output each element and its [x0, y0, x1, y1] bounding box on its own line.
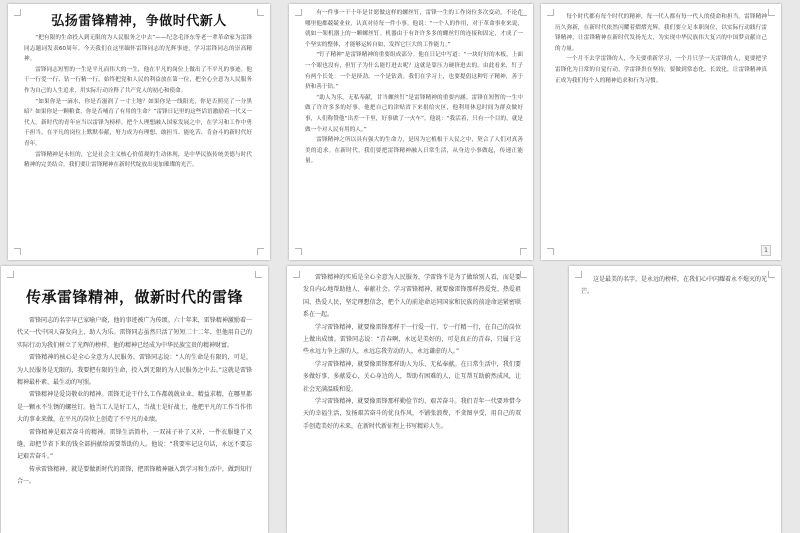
paragraph: 传承雷锋精神，就是要做新时代的雷锋，把雷锋精神融入到学习和生活中，做到知行合一。 — [17, 465, 252, 486]
paragraph: “钉子精神”是雷锋精神的重要组成部分。他在日记中写道：“一块好好的木板，上面一个眼也没有，但钉子为什么能钉进去呢？这就是靠压力硬挤进去的。由此看来，钉子有两个长处：一个是挤劲，一个是钻劲。我们在学习上，也要提倡这种钉子精神，善于挤和善于钻。” — [305, 52, 523, 91]
corner-mark — [520, 9, 527, 16]
paragraph: 雷锋精神的核心是全心全意为人民服务。雷锋同志说：“人的生命是有限的，可是，为人民服务是无限的，我要把有限的生命，投入到无限的为人民服务之中去。”这就是雷锋精神最朴素、最生动的写照。 — [17, 354, 252, 387]
page-body — [287, 272, 533, 433]
corner-mark — [14, 9, 21, 16]
paragraph: 雷锋精神是永恒的，它是社会主义核心价值观的生动体现，是中华民族传统美德与时代精神的完美结合。我们要让雷锋精神在新时代绽放出更加璀璨的光芒。 — [24, 151, 252, 169]
page-body — [289, 8, 533, 167]
corner-mark — [547, 9, 554, 16]
corner-mark — [768, 9, 775, 16]
paragraph: “如果你是一滴水，你是否滋润了一寸土地？如果你是一线阳光，你是否照亮了一分黑暗？如果你是一颗粮食，你是否哺育了有用的生命？”雷锋日记里的这些话语激励着一代又一代人。新时代的青年应当以雷锋为榜样，把个人理想融入国家发展之中，在学习和工作中勇于担当，在平凡的岗位上默默奉献，努力成为有理想、敢担当、能吃苦、肯奋斗的新时代好青年。 — [24, 98, 252, 147]
page-title: 弘扬雷锋精神，争做时代新人 — [51, 14, 227, 29]
paragraph: 雷锋同志的名字早已家喻户晓，他的事迹被广为传颂。六十年来，雷锋精神激励着一代又一代中国人奋发向上、助人为乐。雷锋同志虽然只活了短短二十二年，但他用自己的实际行动为我们树立了光辉的榜样，他的精神已经成为中华民族宝贵的精神财富。 — [17, 317, 252, 349]
paragraph: 学习雷锋精神，就要像雷锋那样助人为乐、无私奉献。在日常生活中，我们要多做好事、多献爱心，关心身边的人，帮助有困难的人，让互帮互助蔚然成风，让社会充满温暖和爱。 — [303, 360, 521, 393]
paragraph: 雷锋精神之所以具有强大的生命力，是因为它植根于人民之中，契合了人们对真善美的追求。在新时代，我们要把雷锋精神融入日常生活，从身边小事做起，传递正能量。 — [305, 137, 523, 165]
page-body — [8, 33, 270, 171]
paragraph: 这是最美的名字，是永远的榜样，在我们心中闪耀着永不熄灭的光芒。 — [581, 276, 768, 296]
document-page-2 — [289, 4, 533, 260]
corner-mark — [257, 248, 264, 255]
document-page-3 — [541, 4, 781, 260]
corner-mark — [295, 248, 302, 255]
corner-mark — [520, 271, 527, 278]
page-body — [569, 274, 781, 299]
corner-mark — [255, 271, 262, 278]
corner-mark — [768, 271, 775, 278]
paragraph: 每个时代都有每个时代的精神，每一代人都有每一代人的使命和担当。雷锋精神历久弥新，在新时代依然闪耀着熠熠光辉。我们要立足本职岗位，以实际行动践行雷锋精神，让雷锋精神在新时代发扬光大，为实现中华民族伟大复兴的中国梦贡献自己的力量。 — [555, 14, 767, 52]
page-title: 传承雷锋精神，做新时代的雷锋 — [25, 288, 243, 306]
document-page-5 — [287, 266, 533, 533]
corner-mark — [293, 271, 300, 278]
paragraph: 学习雷锋精神，就要像雷锋那样干一行爱一行、专一行精一行，在自己的岗位上做出成绩。雷锋同志说：“青春啊，永远是美好的，可是真正的青春，只属于这些永远力争上游的人，永远忘我劳动的人，永远谦虚的人。” — [303, 323, 521, 356]
page-body — [541, 12, 781, 86]
corner-mark — [14, 248, 21, 255]
document-page-1 — [8, 4, 270, 260]
document-page-4 — [1, 266, 268, 533]
corner-mark — [575, 271, 582, 278]
paragraph: 有一件事一干十年是甘愿做这样的螺丝钉，雷锋一生的工作岗位多次变动，不论在哪里他都兢兢业业，认真对待每一件小事。他说：“一个人的作用，对于革命事业来说，就如一架机器上的一颗螺丝钉。机器由于有许许多多的螺丝钉的连接和固定，才成了一个坚实的整体，才能够运转自如，发挥它巨大的工作能力。” — [305, 10, 523, 48]
paragraph: 雷锋精神的实质是全心全意为人民服务，学雷锋不是为了做给别人看，而是要发自内心地帮助他人、奉献社会。学习雷锋精神，就要像雷锋那样热爱党、热爱祖国、热爱人民，坚定理想信念，把个人的前途命运同国家和民族的前途命运紧密联系在一起。 — [303, 274, 521, 319]
paragraph: 雷锋同志短暂的一生是平凡而伟大的一生，他在平凡的岗位上做出了不平凡的事迹。他干一行爱一行、钻一行精一行，始终把党和人民的利益放在第一位，把全心全意为人民服务作为自己的人生追求，用实际行动诠释了共产党人的初心和使命。 — [24, 66, 252, 94]
page-number: 1 — [761, 245, 771, 256]
corner-mark — [547, 248, 554, 255]
paragraph: “助人为乐，无私奉献，甘当螺丝钉”是雷锋精神的重要内涵。雷锋在短暂的一生中做了许许多多的好事，他把自己的津贴省下来捐给灾区，他利用休息时间为群众做好事，人们称赞他“出差一千里，好事做了一火车”。他说：“我活着，只有一个目的，就是做一个对人民有用的人。” — [305, 94, 523, 133]
paragraph: “把有限的生命投入到无限的为人民服务之中去”——纪念毛泽东等老一辈革命家为雷锋同志题词发表60周年。今天我们在这里缅怀雷锋同志的光辉事迹，学习雷锋同志的崇高精神。 — [24, 35, 252, 63]
corner-mark — [7, 271, 14, 278]
corner-mark — [295, 9, 302, 16]
paragraph: 雷锋精神是艰苦奋斗的精神。雷锋生活简朴，一双袜子补了又补，一件衣服缝了又缝，却把节省下来的钱全部捐献给需要帮助的人。他说：“我要牢记这句话，永远不要忘记艰苦奋斗。” — [17, 428, 252, 461]
corner-mark — [520, 248, 527, 255]
paragraph: 学习雷锋精神，就要像雷锋那样勤俭节约、艰苦奋斗。我们青年一代要珍惜今天的幸福生活，发扬艰苦奋斗的优良作风，不铺张浪费，不贪图享受，用自己的双手创造美好的未来，在新时代新征程上书写精彩人生。 — [303, 398, 521, 430]
paragraph: 雷锋精神是爱岗敬业的精神。雷锋无论干什么工作都兢兢业业、精益求精，在哪里都是一颗永不生锈的螺丝钉。他当工人是好工人，当战士是好战士，他把平凡的工作当作伟大的事业来做，在平凡的岗位上创造了不平凡的业绩。 — [17, 391, 252, 424]
corner-mark — [257, 9, 264, 16]
document-page-6 — [569, 266, 781, 533]
page-body — [1, 315, 268, 489]
paragraph: 一个月不去学雷锋的人，今天要重新学习，一个月只学一天雷锋的人，更要把学雷锋化为日常的自觉行动，学雷锋贵在坚持，要做到常态化、长效化，让雷锋精神真正成为我们每个人的精神追求和行为习惯。 — [555, 56, 767, 84]
